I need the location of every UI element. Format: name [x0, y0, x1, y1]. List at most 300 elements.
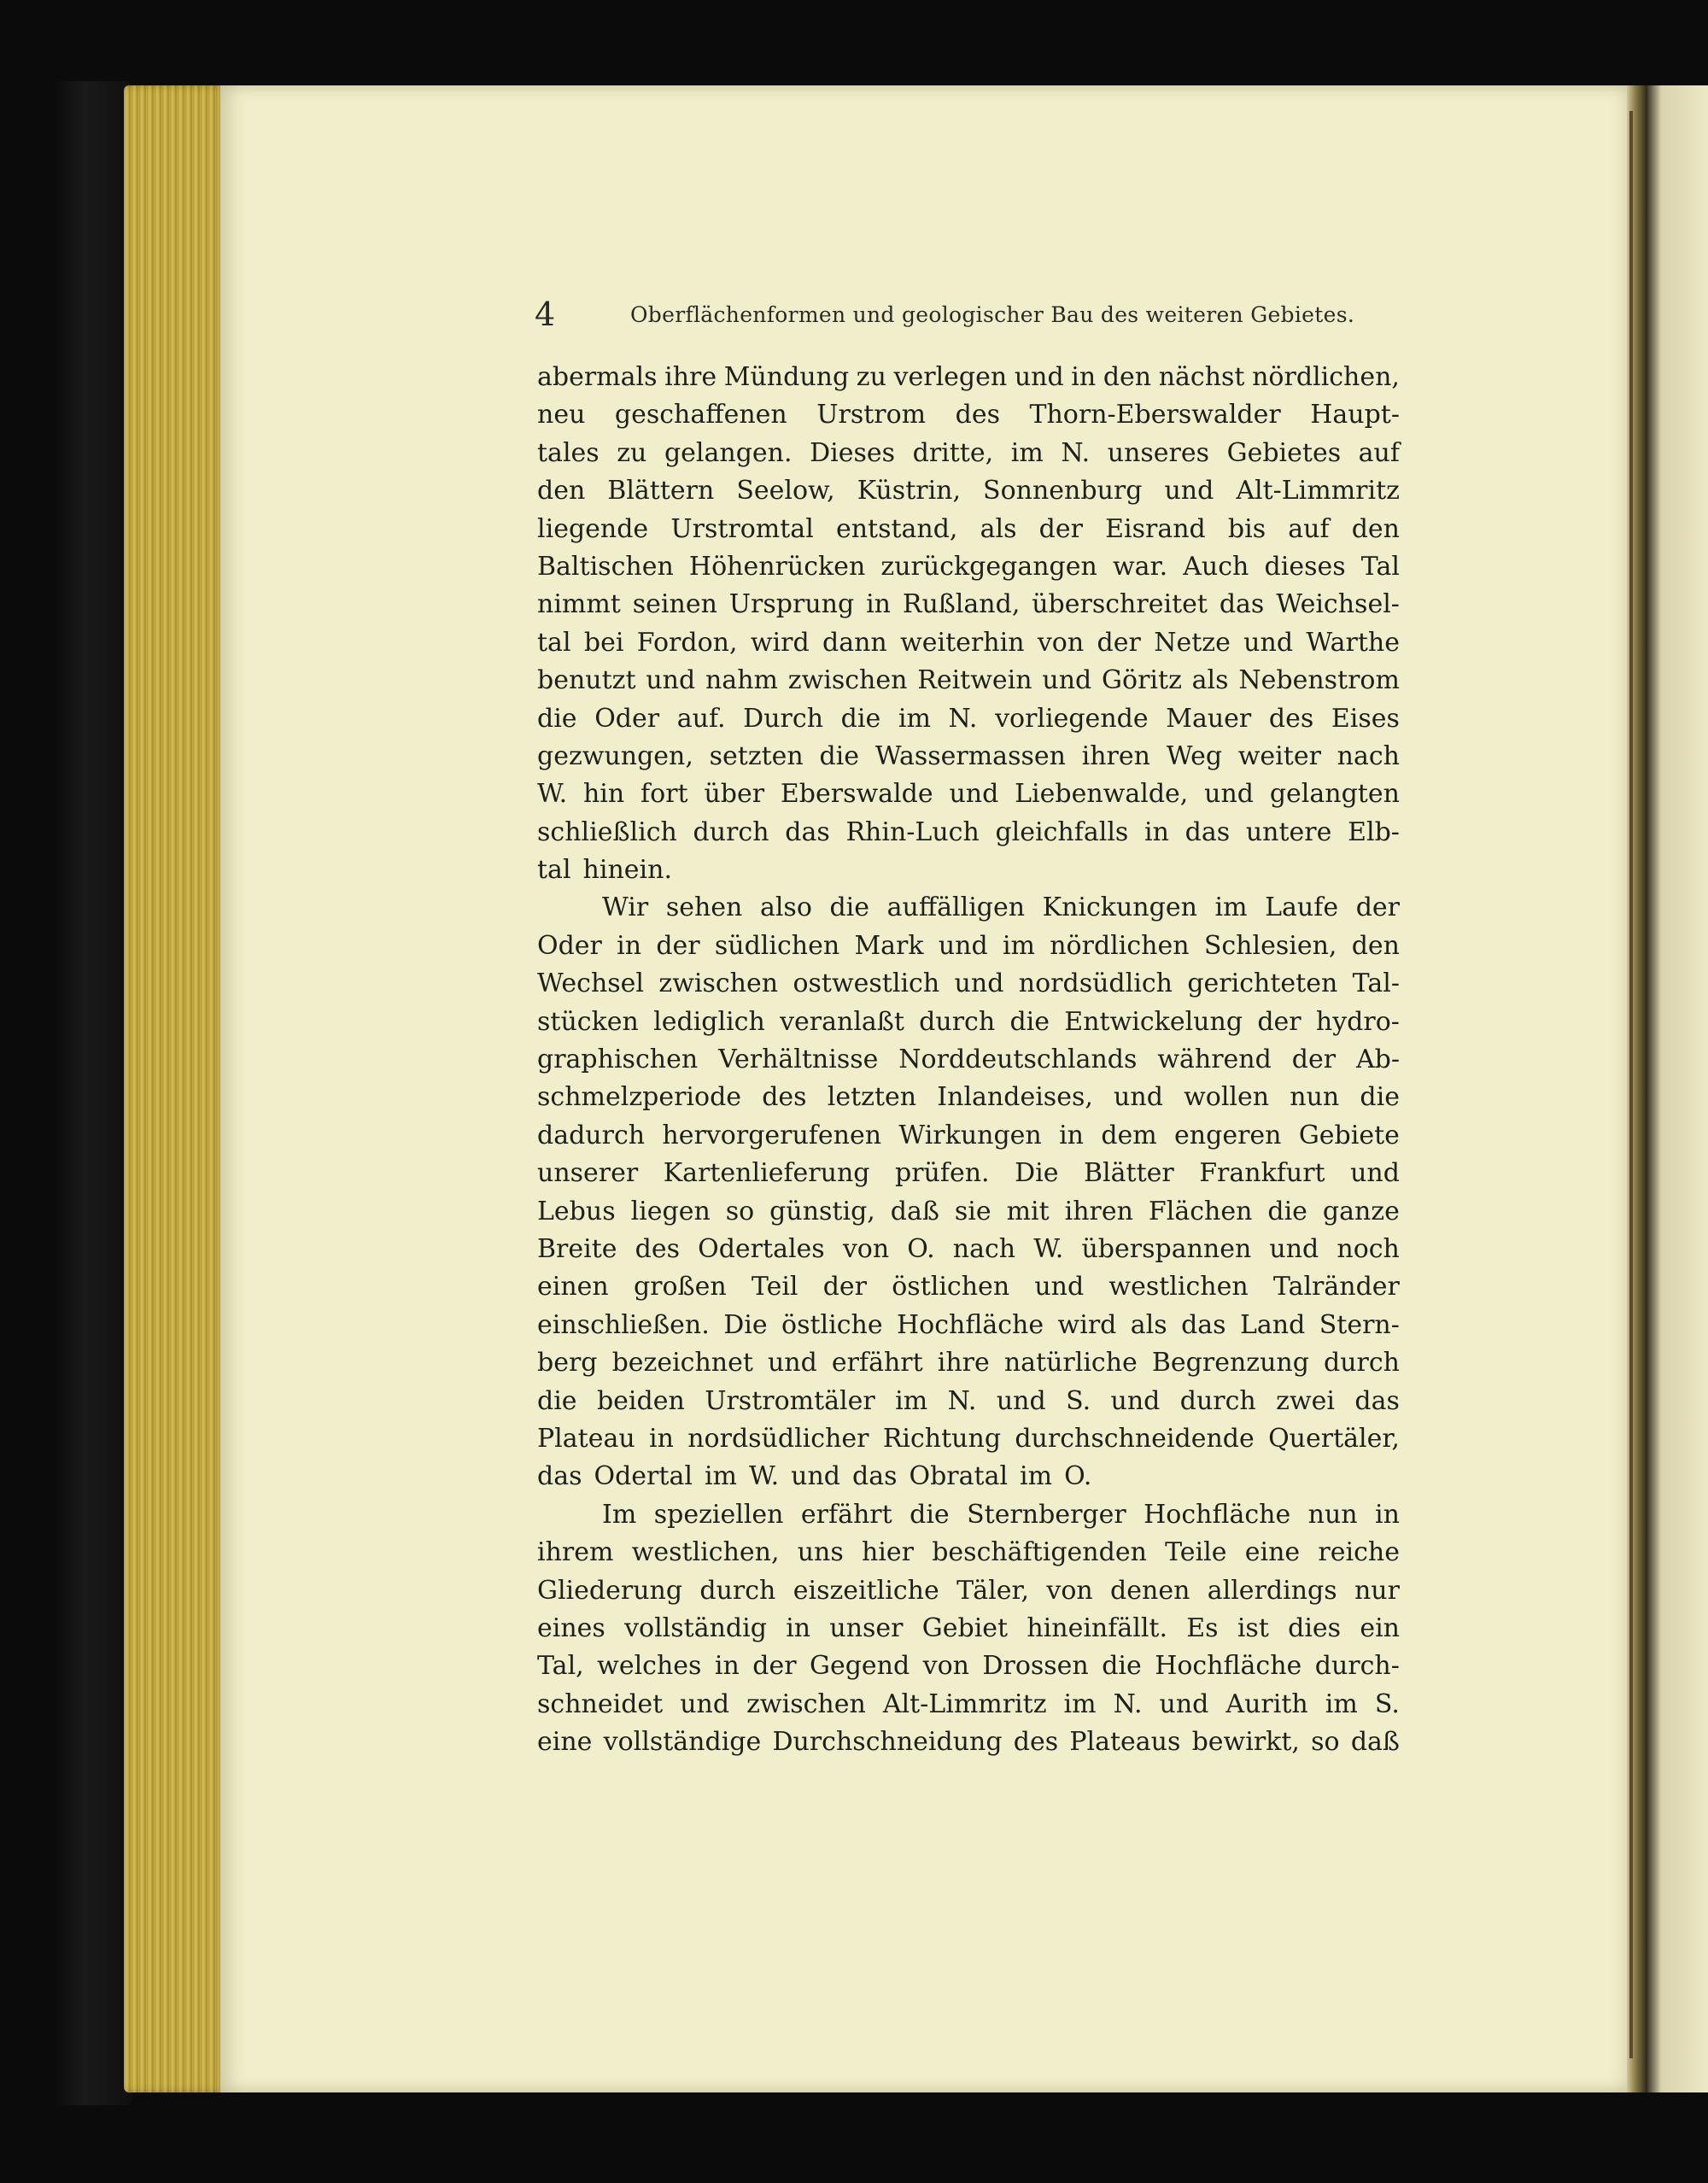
word: erfährt	[831, 1348, 923, 1378]
word: setzten	[709, 740, 804, 771]
word: nordsüdlich	[1018, 969, 1173, 999]
word: nördlichen	[1050, 930, 1190, 961]
word: Gebietes	[1226, 437, 1342, 468]
word: Fordon,	[636, 627, 738, 658]
word: in	[1144, 816, 1169, 847]
word: den	[1103, 362, 1152, 392]
binding-thread	[1629, 111, 1633, 2058]
word: wollen	[1184, 1082, 1270, 1113]
word: in	[786, 1612, 811, 1643]
word: nahm	[705, 665, 778, 696]
word: Durchschneidung	[772, 1727, 1003, 1758]
word: Odertal	[594, 1461, 693, 1492]
word: nächst	[1158, 362, 1245, 392]
word: bewirkt,	[1191, 1727, 1300, 1758]
word: S.	[1066, 1385, 1091, 1416]
word: westlichen,	[631, 1537, 780, 1568]
word: allerdings	[1207, 1575, 1337, 1606]
gilded-page-edges	[124, 85, 226, 2092]
word: Tal	[1360, 551, 1400, 582]
word: Land	[1239, 1309, 1306, 1340]
word: Tal,	[537, 1651, 584, 1682]
word: gelangten	[1269, 779, 1400, 810]
word: dieses	[1264, 551, 1346, 582]
word: Urstrom	[816, 400, 927, 430]
text-line	[537, 396, 1400, 434]
word: in	[1071, 362, 1097, 392]
word: in	[617, 930, 642, 961]
word: gelangen.	[664, 437, 793, 468]
word: Oder	[537, 930, 602, 961]
word: Reitwein	[917, 665, 1032, 696]
word: N.	[948, 703, 978, 734]
word: östliche	[781, 1309, 883, 1340]
word: und	[1114, 1082, 1163, 1113]
word: zwei	[1276, 1385, 1335, 1416]
word: zurückgegangen	[880, 551, 1097, 582]
text-line	[537, 852, 1400, 889]
word: der	[752, 1651, 797, 1682]
word: Hochfläche	[897, 1309, 1044, 1340]
word: hinein.	[582, 855, 672, 886]
word: auf	[1358, 437, 1400, 468]
word: Inlandeises,	[937, 1082, 1093, 1113]
word: unseres	[1107, 437, 1210, 468]
word: Alt-Limmritz	[1236, 476, 1400, 506]
word: südlichen	[714, 930, 840, 961]
text-line	[537, 511, 1400, 548]
text-line	[537, 1079, 1400, 1116]
word: Sonnenburg	[983, 476, 1143, 506]
word: Begrenzung	[1151, 1348, 1309, 1378]
word: als	[980, 513, 1017, 544]
word: über	[704, 779, 765, 810]
word: Haupt-	[1310, 400, 1400, 430]
word: das	[1181, 1309, 1226, 1340]
word: Flächen	[1148, 1196, 1253, 1226]
word: lediglich	[653, 1006, 765, 1037]
word: und	[1042, 665, 1092, 696]
word: der	[656, 930, 700, 961]
word: des	[635, 1233, 681, 1264]
word: Die	[1015, 1158, 1059, 1189]
word: Lebus	[537, 1196, 616, 1226]
word: durch	[699, 1575, 776, 1606]
word: Blätter	[1084, 1158, 1174, 1189]
word: N.	[1061, 437, 1091, 468]
word: und	[791, 1461, 840, 1492]
text-line	[537, 889, 1400, 927]
word: von	[1046, 1575, 1093, 1606]
word: geschaffenen	[614, 400, 787, 430]
word: und	[996, 1385, 1046, 1416]
text-line	[537, 1496, 1400, 1534]
word: im	[898, 703, 931, 734]
word: Laufe	[1265, 893, 1339, 923]
word: so	[725, 1196, 755, 1226]
word: engeren	[1174, 1120, 1282, 1150]
text-line	[537, 1610, 1400, 1647]
word: beiden	[596, 1385, 685, 1416]
word: Eisrand	[1105, 513, 1206, 544]
word: berg	[537, 1348, 598, 1378]
word: Plateaus	[1069, 1727, 1181, 1758]
word: erfährt	[800, 1499, 892, 1530]
word: Hochfläche	[1144, 1499, 1291, 1530]
word: W.	[537, 779, 568, 810]
word: so	[1311, 1727, 1340, 1758]
word: Küstrin,	[857, 476, 962, 506]
word: S.	[1374, 1688, 1400, 1719]
word: und	[1243, 627, 1294, 658]
word: hier	[861, 1537, 914, 1568]
word: denen	[1110, 1575, 1190, 1606]
word: bis	[1227, 513, 1266, 544]
word: ihren	[1064, 1196, 1133, 1226]
word: im	[1214, 893, 1248, 923]
word: benutzt	[537, 665, 636, 696]
word: Knickungen	[1042, 893, 1197, 923]
text-line	[537, 1647, 1400, 1685]
text-line	[537, 1534, 1400, 1571]
word: Ursprung	[728, 589, 855, 620]
text-line	[537, 928, 1400, 965]
word: einschließen.	[537, 1309, 710, 1340]
word: schließlich	[537, 816, 677, 847]
word: Ab-	[1355, 1045, 1400, 1075]
word: prüfen.	[895, 1158, 990, 1189]
text-line	[537, 1420, 1400, 1458]
word: und	[1164, 476, 1214, 506]
text-line	[537, 1458, 1400, 1495]
word: ihre	[937, 1348, 990, 1378]
word: den	[1351, 930, 1400, 961]
word: vollständig	[624, 1612, 767, 1643]
word: dann	[822, 627, 887, 658]
word: den	[537, 476, 586, 506]
text-line	[537, 1155, 1400, 1192]
word: Liebenwalde,	[1015, 779, 1189, 810]
word: von	[842, 1233, 890, 1264]
word: als	[1130, 1309, 1167, 1340]
word: während	[1157, 1045, 1272, 1075]
word: gerichteten	[1187, 969, 1338, 999]
word: die	[1360, 1082, 1400, 1113]
word: durch	[1323, 1348, 1400, 1378]
word: einen	[537, 1272, 609, 1302]
word: hineinfällt.	[1027, 1612, 1168, 1643]
word: Durch	[743, 703, 824, 734]
word: die	[1009, 1006, 1050, 1037]
word: Odertales	[698, 1233, 825, 1264]
word: unser	[829, 1612, 904, 1643]
word: Wechsel	[537, 969, 645, 999]
text-line	[537, 1307, 1400, 1344]
word: veranlaßt	[780, 1006, 904, 1037]
word: der	[1097, 627, 1141, 658]
word: nordsüdlicher	[687, 1423, 869, 1454]
word: dies	[1288, 1612, 1342, 1643]
word: und	[949, 779, 999, 810]
word: gezwungen,	[537, 740, 693, 771]
word: Gebiet	[921, 1612, 1009, 1643]
word: von	[1037, 627, 1085, 658]
word: neu	[537, 400, 586, 430]
text-line	[537, 548, 1400, 586]
word: gleichfalls	[995, 816, 1129, 847]
word: Rußland,	[902, 589, 1021, 620]
word: durchschneidende	[1015, 1423, 1255, 1454]
word: und	[1350, 1158, 1400, 1189]
word: in	[1059, 1120, 1084, 1150]
page-number: 4	[535, 296, 556, 333]
word: ihrem	[537, 1537, 614, 1568]
text-line	[537, 1344, 1400, 1382]
word: zwischen	[658, 969, 779, 999]
word: Aurith	[1225, 1688, 1308, 1719]
word: ostwestlich	[793, 969, 940, 999]
word: bei	[583, 627, 624, 658]
word: Wir	[602, 893, 649, 923]
word: Stern-	[1319, 1309, 1400, 1340]
word: Gliederung	[537, 1575, 683, 1606]
word: also	[759, 893, 812, 923]
word: Alt-Limmritz	[882, 1688, 1047, 1719]
word: die	[537, 1385, 577, 1416]
word: eine	[1244, 1537, 1301, 1568]
word: Plateau	[537, 1423, 635, 1454]
word: des	[1268, 703, 1314, 734]
word: Gegend	[810, 1651, 910, 1682]
word: liegen	[630, 1196, 711, 1226]
word: des	[955, 400, 1000, 430]
word: auf.	[676, 703, 726, 734]
text-line	[537, 700, 1400, 738]
word: nur	[1354, 1575, 1400, 1606]
word: N.	[947, 1385, 977, 1416]
word: Oder	[594, 703, 660, 734]
word: tal	[537, 855, 571, 886]
word: schneidet	[537, 1688, 664, 1719]
word: Seelow,	[736, 476, 835, 506]
word: im	[895, 1385, 928, 1416]
word: Nebenstrom	[1238, 665, 1400, 696]
word: W.	[748, 1461, 780, 1492]
word: und	[1014, 362, 1064, 392]
word: Kartenlieferung	[663, 1158, 870, 1189]
word: sie	[954, 1196, 991, 1226]
word: und	[767, 1348, 817, 1378]
word: durch	[1179, 1385, 1256, 1416]
word: im	[1002, 930, 1035, 961]
word: durch	[919, 1006, 996, 1037]
word: Breite	[537, 1233, 617, 1264]
word: in	[1375, 1499, 1400, 1530]
word: die	[910, 1499, 950, 1530]
word: in	[866, 589, 891, 620]
word: weiter	[1237, 740, 1321, 771]
word: Dieses	[810, 437, 896, 468]
word: zu	[856, 362, 886, 392]
word: Richtung	[882, 1423, 1002, 1454]
word: liegende	[537, 513, 649, 544]
word: Drossen	[982, 1651, 1089, 1682]
word: Eberswalde	[780, 779, 933, 810]
word: Es	[1186, 1612, 1219, 1643]
word: Die	[723, 1309, 768, 1340]
word: und	[938, 930, 988, 961]
word: eines	[537, 1612, 605, 1643]
text-line	[537, 814, 1400, 852]
word: die	[829, 893, 870, 923]
word: Im	[602, 1499, 637, 1530]
word: nördlichen,	[1252, 362, 1400, 392]
word: und	[1269, 1233, 1319, 1264]
text-line	[537, 1572, 1400, 1610]
text-line	[537, 1193, 1400, 1231]
word: speziellen	[653, 1499, 784, 1530]
word: von	[922, 1651, 969, 1682]
word: Thorn-Eberswalder	[1029, 400, 1281, 430]
text-line	[537, 1004, 1400, 1041]
word: Eises	[1331, 703, 1400, 734]
word: unserer	[537, 1158, 639, 1189]
word: und	[1034, 1272, 1085, 1302]
word: der	[1038, 513, 1083, 544]
word: des	[762, 1082, 807, 1113]
word: im	[1020, 1461, 1053, 1492]
word: das	[537, 1461, 582, 1492]
text-line	[537, 1268, 1400, 1306]
word: O.	[907, 1233, 935, 1264]
word: nach	[952, 1233, 1016, 1264]
body-text	[537, 359, 1400, 1761]
text-line	[537, 965, 1400, 1003]
word: bezeichnet	[611, 1348, 753, 1378]
book-binding	[51, 81, 132, 2105]
word: und	[1204, 779, 1255, 810]
word: Mündung	[723, 362, 850, 392]
running-title: Oberflächenformen und geologischer Bau des weiteren Gebietes.	[630, 302, 1355, 327]
word: ihren	[1081, 740, 1150, 771]
word: die	[1267, 1196, 1307, 1226]
word: Teil	[751, 1272, 798, 1302]
word: eiszeitliche	[793, 1575, 939, 1606]
word: der	[1291, 1045, 1337, 1075]
word: Rhin-Luch	[845, 816, 980, 847]
word: und	[954, 969, 1004, 999]
word: zwischen	[746, 1688, 866, 1719]
facing-page-edge	[1646, 85, 1708, 2092]
word: im	[1010, 437, 1044, 468]
text-line	[537, 1117, 1400, 1155]
word: entstand,	[835, 513, 958, 544]
word: reiche	[1318, 1537, 1400, 1568]
word: Gebiete	[1298, 1120, 1400, 1150]
word: schmelzperiode	[537, 1082, 742, 1113]
word: daß	[1350, 1727, 1400, 1758]
word: mit	[1006, 1196, 1050, 1226]
word: zu	[617, 437, 647, 468]
word: auffälligen	[886, 893, 1026, 923]
word: die	[1102, 1651, 1142, 1682]
word: hervorgerufenen	[662, 1120, 882, 1150]
word: dem	[1101, 1120, 1157, 1150]
word: und	[646, 665, 696, 696]
word: der	[1355, 893, 1400, 923]
word: Schlesien,	[1203, 930, 1337, 961]
word: großen	[633, 1272, 727, 1302]
word: überspannen	[1081, 1233, 1252, 1264]
word: Wirkungen	[898, 1120, 1042, 1150]
word: Quertäler,	[1268, 1423, 1400, 1454]
word: untere	[1245, 816, 1332, 847]
word: Weichsel-	[1276, 589, 1400, 620]
word: Warthe	[1306, 627, 1400, 658]
word: Entwickelung	[1064, 1006, 1243, 1037]
text-line	[537, 435, 1400, 472]
word: daß	[890, 1196, 939, 1226]
word: ihre	[664, 362, 717, 392]
word: W.	[1033, 1233, 1064, 1264]
word: und	[1159, 1688, 1209, 1719]
word: in	[649, 1423, 674, 1454]
word: Verhältnisse	[718, 1045, 879, 1075]
word: nach	[1337, 740, 1400, 771]
word: hydro-	[1315, 1006, 1400, 1037]
word: Mauer	[1166, 703, 1252, 734]
text-line	[537, 472, 1400, 510]
word: uns	[797, 1537, 844, 1568]
word: in	[714, 1651, 740, 1682]
word: dritte,	[912, 437, 994, 468]
word: auf	[1288, 513, 1330, 544]
word: und	[1110, 1385, 1161, 1416]
word: als	[1191, 665, 1229, 696]
word: nun	[1290, 1082, 1340, 1113]
word: Urstromtal	[670, 513, 814, 544]
word: tal	[537, 627, 571, 658]
word: Höhenrücken	[688, 551, 866, 582]
word: hin	[582, 779, 625, 810]
word: Baltischen	[537, 551, 674, 582]
text-line	[537, 359, 1400, 396]
word: günstig,	[769, 1196, 875, 1226]
word: verlegen	[893, 362, 1008, 392]
word: welches	[597, 1651, 702, 1682]
word: Elb-	[1348, 816, 1400, 847]
word: Teile	[1165, 1537, 1227, 1568]
word: Frankfurt	[1199, 1158, 1325, 1189]
word: dadurch	[537, 1120, 646, 1150]
word: Netze	[1154, 627, 1231, 658]
word: fort	[640, 779, 688, 810]
word: der	[822, 1272, 868, 1302]
word: das	[785, 816, 830, 847]
word: im	[704, 1461, 737, 1492]
text-line	[537, 1383, 1400, 1420]
word: graphischen	[537, 1045, 699, 1075]
word: Sternberger	[967, 1499, 1126, 1530]
word: des	[1013, 1727, 1059, 1758]
word: das	[851, 1461, 898, 1492]
word: Göritz	[1102, 665, 1182, 696]
word: Täler,	[956, 1575, 1030, 1606]
word: Norddeutschlands	[898, 1045, 1138, 1075]
word: tales	[537, 437, 600, 468]
word: wird	[750, 627, 810, 658]
text-line	[537, 1231, 1400, 1268]
